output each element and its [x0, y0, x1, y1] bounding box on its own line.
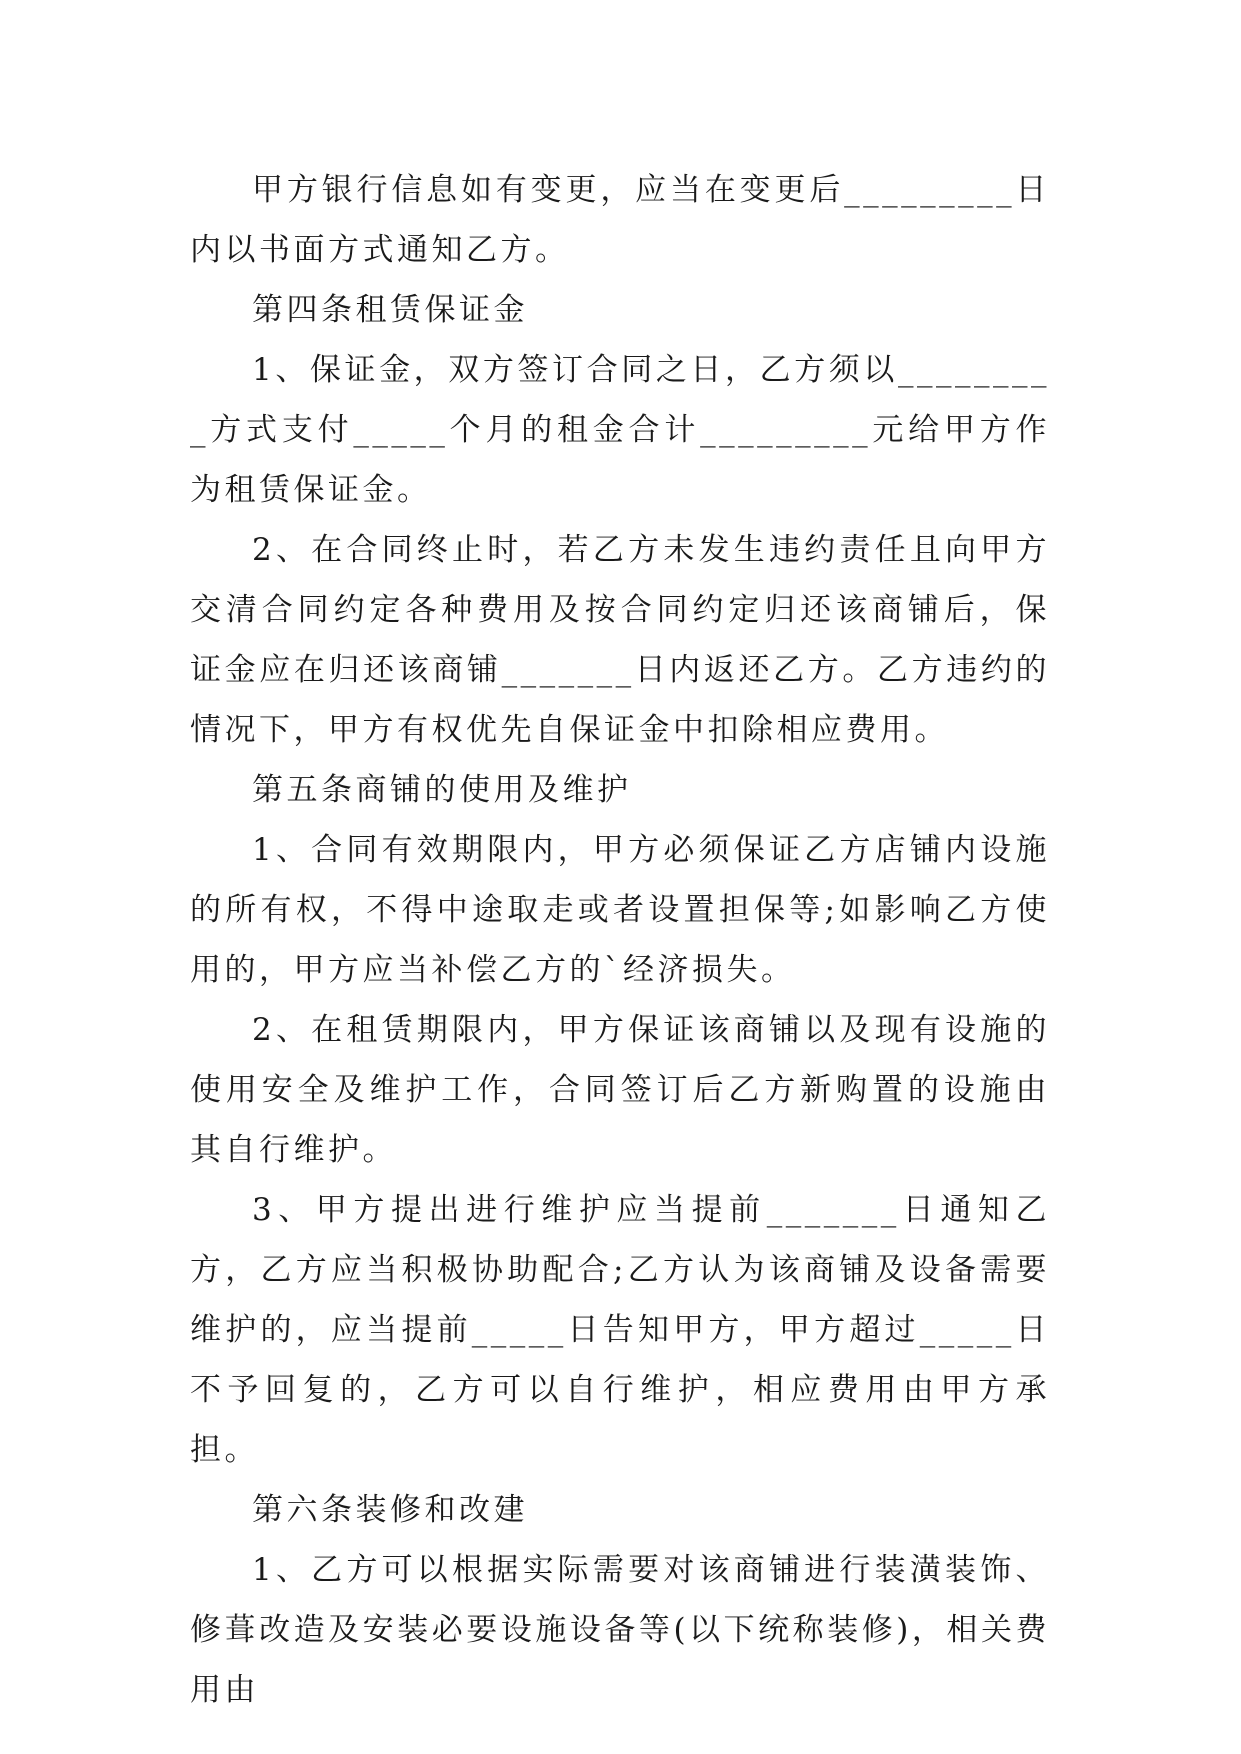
document-body: [190, 160, 1050, 1720]
paragraph-deposit-1: 1、保证金，双方签订合同之日，乙方须以_________方式支付_____个月的租金合计_________元给甲方作为租赁保证金。: [190, 352, 1050, 508]
section-heading-article-4: 第四条租赁保证金: [252, 292, 528, 328]
paragraph-use-maintenance-2: 2、在租赁期限内，甲方保证该商铺以及现有设施的使用安全及维护工作，合同签订后乙方新购置的设施由其自行维护。: [190, 1012, 1050, 1168]
paragraph-renovation-1: 1、乙方可以根据实际需要对该商铺进行装潢装饰、修葺改造及安装必要设施设备等(以下统称装修)，相关费用由: [190, 1552, 1050, 1708]
section-heading-article-6: 第六条装修和改建: [252, 1492, 528, 1528]
paragraph-use-maintenance-1: 1、合同有效期限内，甲方必须保证乙方店铺内设施的所有权，不得中途取走或者设置担保等;如影响乙方使用的，甲方应当补偿乙方的`经济损失。: [190, 832, 1050, 988]
paragraph-bank-info-change: 甲方银行信息如有变更，应当在变更后_________日内以书面方式通知乙方。: [190, 172, 1050, 268]
section-heading-article-5: 第五条商铺的使用及维护: [252, 772, 632, 808]
paragraph-use-maintenance-3: 3、甲方提出进行维护应当提前_______日通知乙方，乙方应当积极协助配合;乙方认为该商铺及设备需要维护的，应当提前_____日告知甲方，甲方超过_____日不予回复的，乙方可以自行维护，相应费用由甲方承担。: [190, 1192, 1050, 1468]
paragraph-deposit-2: 2、在合同终止时，若乙方未发生违约责任且向甲方交清合同约定各种费用及按合同约定归还该商铺后，保证金应在归还该商铺_______日内返还乙方。乙方违约的情况下，甲方有权优先自保证金中扣除相应费用。: [190, 532, 1050, 748]
